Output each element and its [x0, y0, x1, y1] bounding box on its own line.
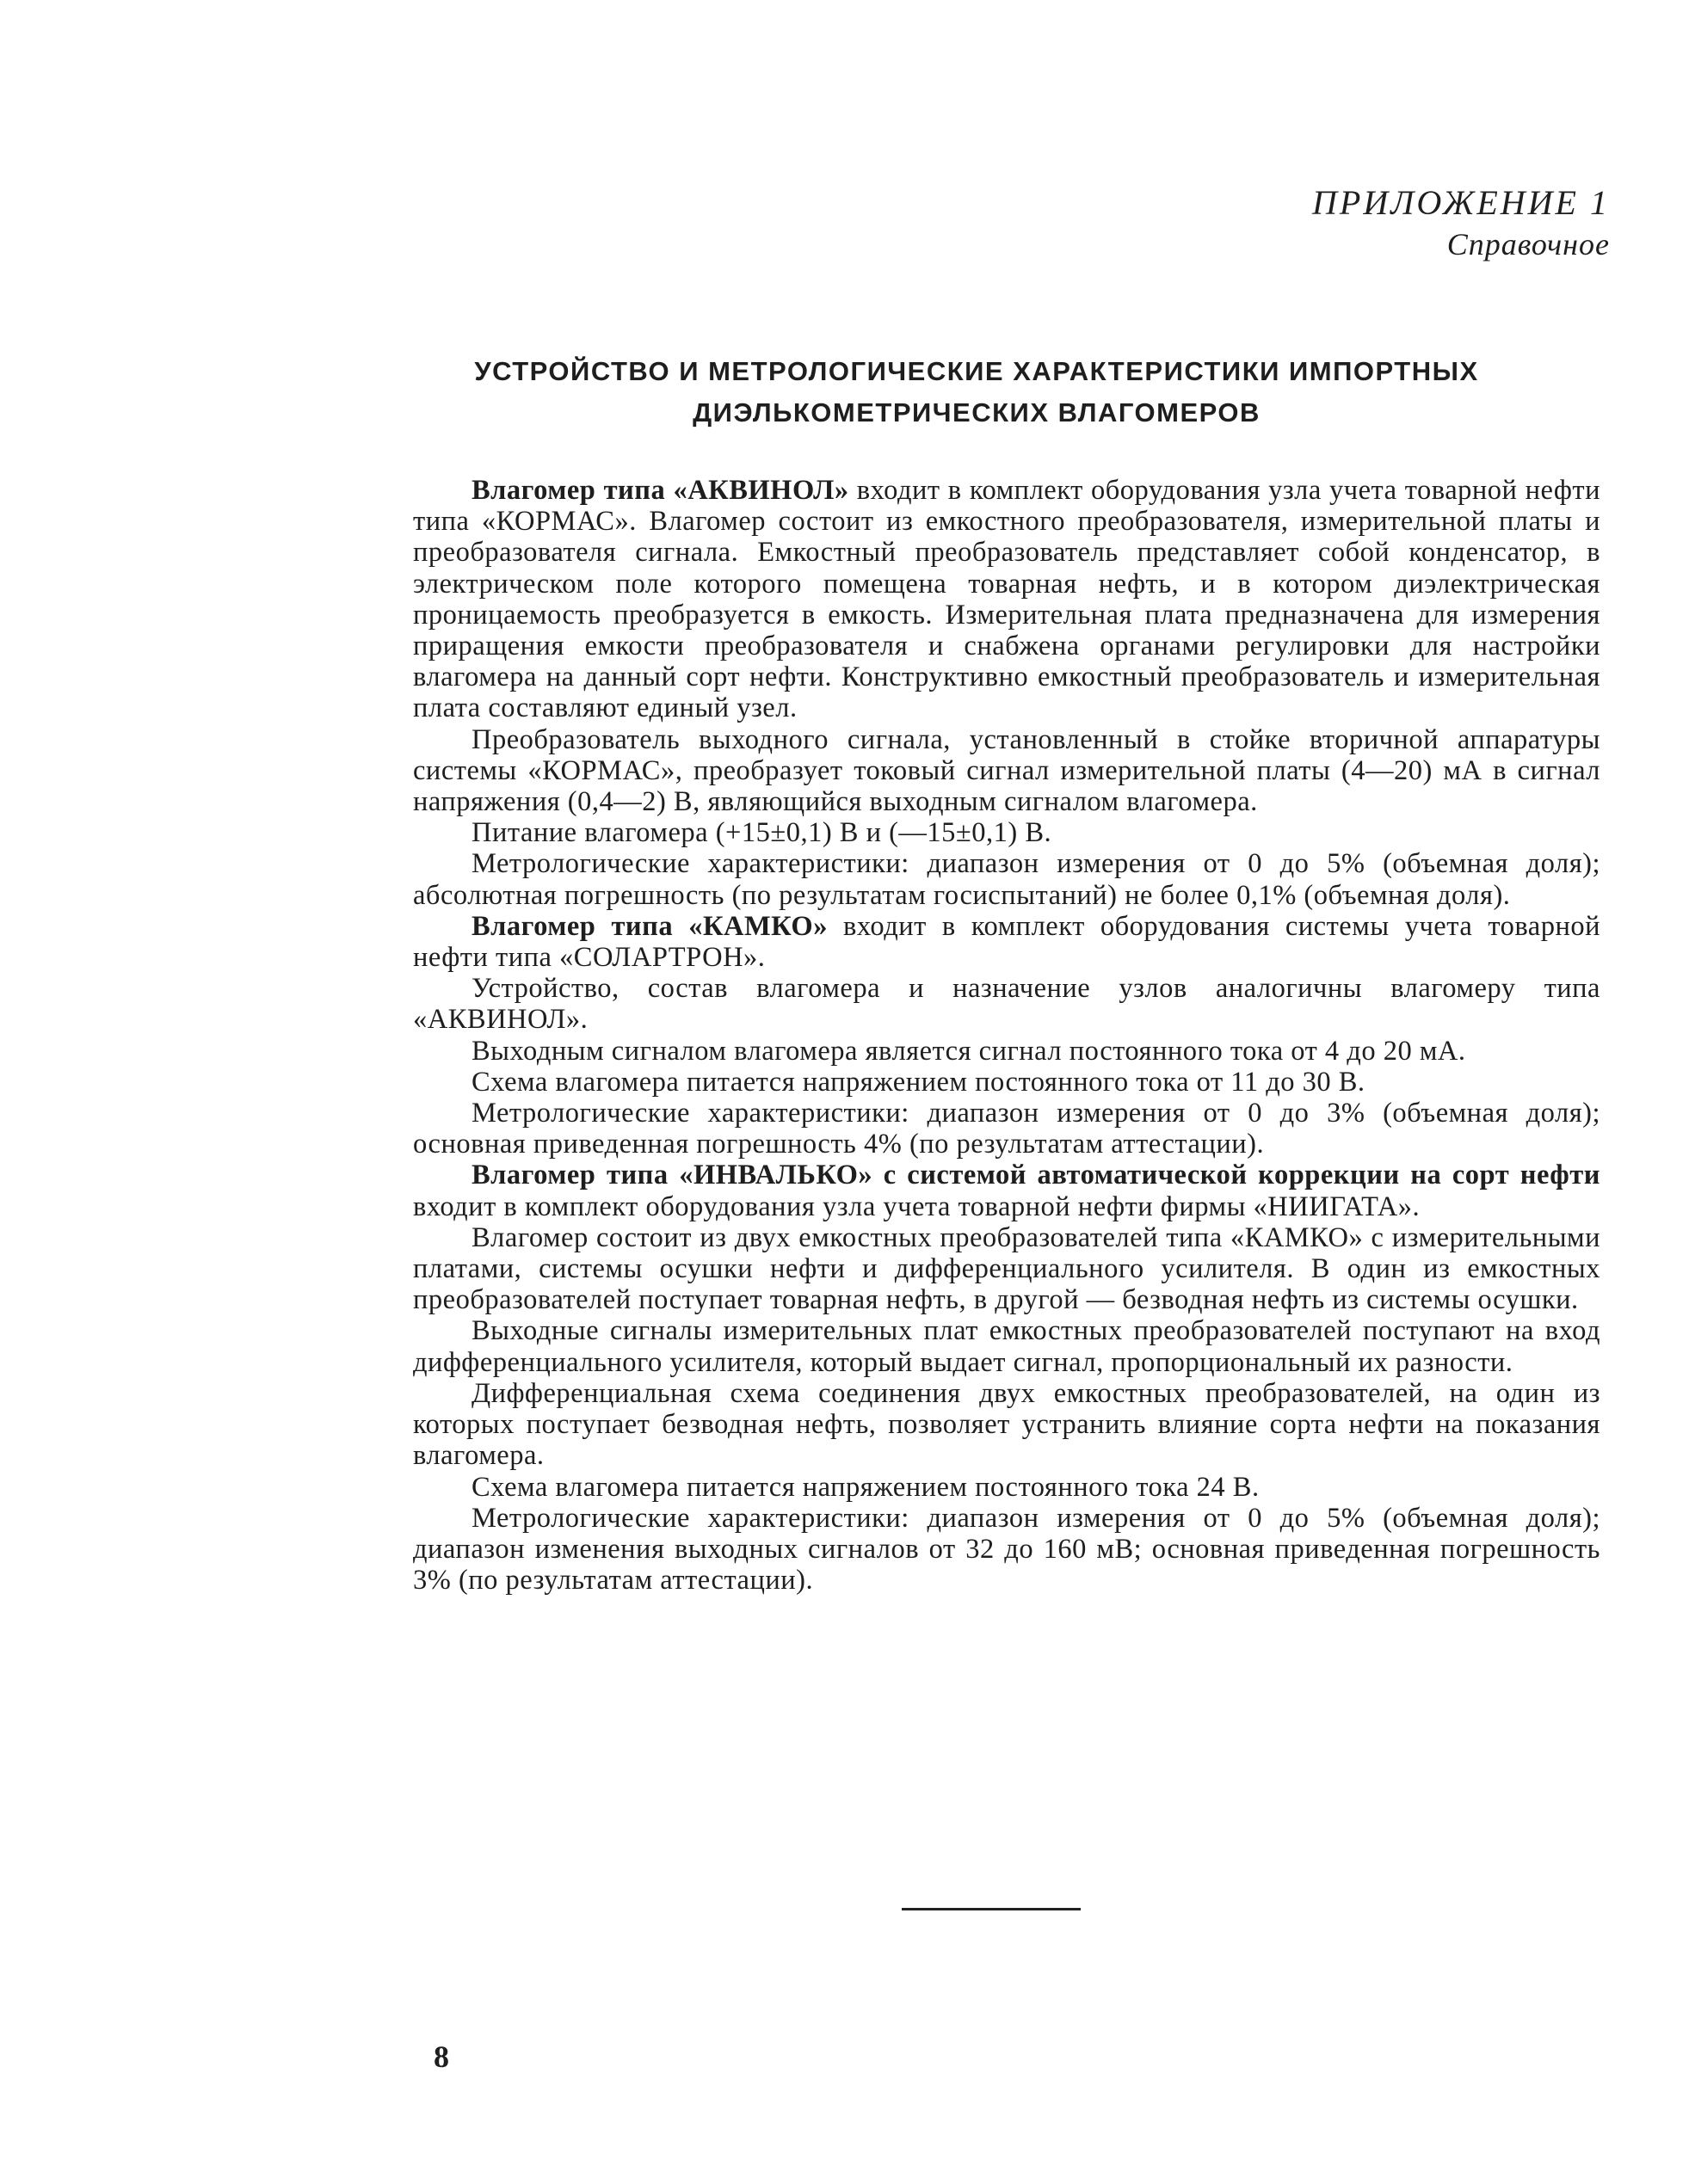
paragraph: Схема влагомера питается напряжением постоянного тока от 11 до 30 В. — [472, 1066, 1365, 1098]
annex-title: ПРИЛОЖЕНИЕ 1 — [1312, 183, 1610, 222]
annex-header — [1312, 182, 1610, 265]
paragraph: Влагомер типа «АКВИНОЛ» входит в комплект оборудования узла учета товарной нефти типа «КОРМАС». Влагомер состоит из емкостного преобразователя, измерительной платы и преобразователя сигнала. Емкостный преобразователь представляет собой конденсатор, в электрическом поле которого помещена товарная нефть, и в котором диэлектрическая проницаемость преобразуется в емкость. Измерительная плата предназначена для измерения приращения емкости преобразователя и снабжена органами регулировки для настройки влагомера на данный сорт нефти. Конструктивно емкостный преобразователь и измерительная плата составляют единый узел. — [413, 475, 1600, 724]
paragraph: Влагомер состоит из двух емкостных преобразователей типа «КАМКО» с измерительными платами, системы осушки нефти и дифференциального усилителя. В один из емкостных преобразователей поступает товарная нефть, в другой — безводная нефть из системы осушки. — [413, 1221, 1600, 1316]
device-name: Влагомер типа «КАМКО» — [472, 910, 828, 942]
page-number: 8 — [434, 2039, 449, 2074]
paragraph: Метрологические характеристики: диапазон измерения от 0 до 5% (объемная доля); абсолютная погрешность (по результатам госиспытаний) не более 0,1% (объемная доля). — [413, 848, 1600, 911]
paragraph: Питание влагомера (+15±0,1) В и (—15±0,1) В. — [472, 817, 1052, 849]
paragraph: Преобразователь выходного сигнала, установленный в стойке вторичной аппаратуры системы «КОРМАС», преобразует токовый сигнал измерительной платы (4—20) мА в сигнал напряжения (0,4—2) В, являющийся выходным сигналом влагомера. — [413, 723, 1600, 818]
paragraph: Дифференциальная схема соединения двух емкостных преобразователей, на один из которых поступает безводная нефть, позволяет устранить влияние сорта нефти на показания влагомера. — [413, 1377, 1600, 1472]
paragraph: Выходные сигналы измерительных плат емкостных преобразователей поступают на вход дифференциального усилителя, который выдает сигнал, пропорциональный их разности. — [413, 1315, 1600, 1378]
annex-subtitle: Справочное — [1446, 227, 1610, 261]
title-line-2: ДИЭЛЬКОМЕТРИЧЕСКИХ ВЛАГОМЕРОВ — [693, 397, 1261, 428]
document-body — [413, 475, 1600, 1596]
paragraph: Схема влагомера питается напряжением постоянного тока 24 В. — [472, 1471, 1260, 1503]
end-rule — [902, 1908, 1081, 1910]
document-title — [413, 351, 1540, 434]
title-line-1: УСТРОЙСТВО И МЕТРОЛОГИЧЕСКИЕ ХАРАКТЕРИСТИКИ ИМПОРТНЫХ — [474, 356, 1479, 386]
paragraph: Метрологические характеристики: диапазон измерения от 0 до 5% (объемная доля); диапазон изменения выходных сигналов от 32 до 160 мВ; основная приведенная погрешность 3% (по результатам аттестации). — [413, 1502, 1600, 1596]
device-name: Влагомер типа «АКВИНОЛ» — [472, 475, 849, 506]
paragraph: Выходным сигналом влагомера является сигнал постоянного тока от 4 до 20 мА. — [472, 1035, 1466, 1067]
paragraph: Влагомер типа «КАМКО» входит в комплект оборудования системы учета товарной нефти типа «СОЛАРТРОН». — [413, 910, 1600, 974]
paragraph: Влагомер типа «ИНВАЛЬКО» с системой автоматической коррекции на сорт нефти входит в комплект оборудования узла учета товарной нефти фирмы «НИИГАТА». — [413, 1160, 1600, 1222]
device-name: Влагомер типа «ИНВАЛЬКО» с системой автоматической коррекции на сорт нефти — [472, 1160, 1600, 1191]
paragraph: Устройство, состав влагомера и назначение узлов аналогичны влагомеру типа «АКВИНОЛ». — [413, 973, 1600, 1036]
paragraph: Метрологические характеристики: диапазон измерения от 0 до 3% (объемная доля); основная приведенная погрешность 4% (по результатам аттестации). — [413, 1098, 1600, 1160]
